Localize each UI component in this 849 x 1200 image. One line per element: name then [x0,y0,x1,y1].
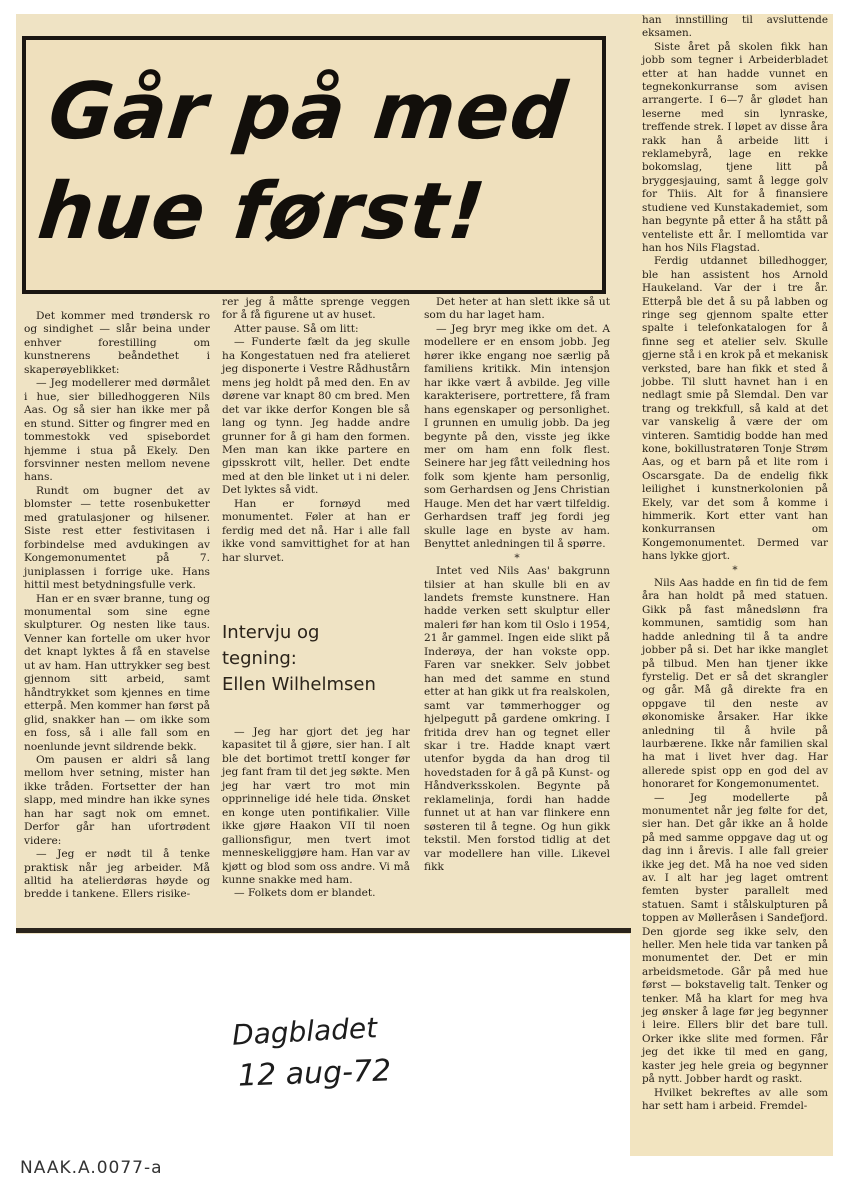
headline-box [22,36,606,294]
handwritten-source: Dagbladet [231,1011,378,1052]
section-star: * [514,551,520,564]
paragraph: Hvilket bekreftes av alle som har sett ham i arbeid. Fremdel- [642,1086,828,1112]
paragraph: Ferdig utdannet billedhogger, ble han assistent hos Arnold Haukeland. Var der i tre år. Etterpå ble det å su på labben og ringe seg gjennom spalte etter spalte i telefonkatalogen for å finne seg et atelier selv. Skulle gjerne stå i en krok på et mekanisk verksted, bare han fikk et sted å jobbe. Til slutt havnet han i en nedlagt smie på Slemdal. Den var trang og trekkfull, så kald at det var vanskelig å være der om vinteren. Samtidig bodde han med kone, bokillustratøren Tonje Strøm Aas, og et barn på et lite rom i Oscarsgate. Da de endelig fikk leilighet i kunstnerkolonien på Ekely, var det som å komme i himmerik. Kort etter vant han konkurransen om Kongemonumentet. Dermed var hans lykke gjort. [642,255,828,563]
article-column-3 [424,296,610,874]
paragraph: — Jeg bryr meg ikke om det. A modellere er en ensom jobb. Jeg hører ikke engang noe særlig på familiens kritikk. Min intensjon har ikke vært å avbilde. Jeg ville karakterisere, portrettere, få fram hans egenskaper og personlighet. I grunnen en umulig jobb. Da jeg begynte på den, visste jeg ikke mer om ham enn folk flest. Seinere har jeg fått veiledning hos folk som kjente ham personlig, som Gerhardsen og Jens Christian Hauge. Men det har vært tilfeldig. Gerhardsen traff jeg fordi jeg skulle lage en byste av ham. Benyttet anledningen til å spørre. [424,322,611,551]
handwritten-date: 12 aug-72 [237,1053,392,1094]
paragraph: Siste året på skolen fikk han jobb som tegner i Arbeiderbladet etter at han hadde vunnet en tegnekonkurranse som avisen arrangerte. I 6—7 år glødet han leserne med sin lynraske, treffende strek. I løpet av disse åra rakk han å arbeide litt i reklamebyrå, lage en rekke bokomslag, tjene litt på bryggesjauing, samt å legge golv for Thiis. Alt for å finansiere studiene ved Kunstakademiet, som han begynte på etter å ha stått på venteliste ett år. I mellomtida var han hos Nils Flagstad. [642,40,828,254]
paragraph: Det kommer med trøndersk ro og sindighet — slår beina under enhver forestilling om kunstnerens beåndethet i skaperøyeblikket: [24,310,210,376]
paragraph: — Jeg modellerte på monumentet når jeg følte for det, sier han. Det går ikke an å holde på med samme oppgave dag ut og dag inn i årevis. I alle fall greier ikke jeg det. Må ha noe ved siden av. I alt har jeg laget omtrent femten byster parallelt med statuen. Samt i stålskulpturen på toppen av Mølleråsen i Sandefjord. Den gjorde seg ikke selv, den heller. Men hele tida var tanken på monumentet der. Det er min arbeidsmetode. Går på med hue først — bokstavelig talt. Tenker og tenker. Må ha klart for meg hva jeg ønsker å lage før jeg begynner i leire. Ellers blir det bare tull. Orker ikke slite med formen. Får jeg det ikke til med en gang, kaster jeg hele greia og begynner på nytt. Jobber hardt og raskt. [642,791,828,1086]
article-column-2 [222,296,410,565]
bottom-rule [16,928,631,933]
paragraph: Han er en svær branne, tung og monumental som sine egne skulpturer. Og nesten like taus. Venner kan fortelle om uker hvor det knapt lyktes å få en stavelse ut av ham. Han uttrykker seg best gjennom sitt arbeid, samt håndtrykket som kjennes en time etterpå. Men kommer han først på glid, snakker han — om ikke som en foss, så i alle fall som en noenlunde jevnt sildrende bekk. [24,592,210,753]
byline-line-3: Ellen Wilhelmsen [222,674,376,695]
article-column-2-lower [222,726,410,901]
paragraph: Intet ved Nils Aas' bakgrunn tilsier at han skulle bli en av landets fremste kunstnere. Han hadde verken sett skulptur eller maleri før han kom til Oslo i 1954, 21 år gammel. Ingen eide slikt på Inderøya, der han vokste opp. Faren var snekker. Selv jobbet han med det samme en stund etter at han gikk ut fra realskolen, samt var tømmerhogger og hjelpegutt på gardene omkring. I fritida drev han og tegnet eller skar i tre. Hadde knapt vært utenfor bygda da han drog til hovedstaden for å gå på Kunst- og Håndverksskolen. Begynte på reklamelinja, fordi han hadde funnet ut at han var flinkere enn søsteren til å tegne. Og hun gikk tekstil. Men forstod tidlig at det var modellere han ville. Likevel fikk [424,565,610,874]
paragraph: Det heter at han slett ikke så ut som du har laget ham. [424,296,610,322]
headline-line-2: hue først! [34,167,490,257]
paragraph: Nils Aas hadde en fin tid de fem åra han holdt på med statuen. Gikk på fast månedslønn fra kommunen, samtidig som han hadde anledning til å ta andre jobber på si. Det har ikke manglet på tilbud. Men han tjener ikke fyrstelig. Det er så det skrangler og går. Må gå direkte fra en oppgave til den neste av økonomiske årsaker. Har ikke anledning til å hvile på laurbærene. Ikke når familien skal ha mat i livet hver dag. Har allerede spist opp en god del av honoraret for Kongemonumentet. [642,577,828,791]
paragraph: — Folkets dom er blandet. [234,887,376,900]
byline-line-2: tegning: [222,648,297,669]
paragraph: rer jeg å måtte sprenge veggen for å få figurene ut av huset. [222,296,410,322]
headline-line-1: Går på med [44,67,572,157]
paragraph: — Jeg har gjort det jeg har kapasitet til å gjøre, sier han. I alt ble det bortimot trettI konger før jeg fant fram til det jeg søkte. Men jeg har vært tro mot min opprinnelige idé hele tida. Ønsket en konge uten pontifikalier. Ville ikke gjøre Haakon VII til noen gallionsfigur, men tvert imot menneskeliggjøre ham. Han var av kjøtt og blod som oss andre. Vi må kunne snakke med ham. [222,726,410,886]
article-column-1 [24,310,210,902]
paragraph: — Jeg modellerer med dørmålet i hue, sier billedhoggeren Nils Aas. Og så sier han ikke mer på en stund. Sitter og fingrer med en tommestokk ved spisebordet hjemme i stua på Ekely. Den forsvinner nesten mellom nevene hans. [24,377,210,484]
headline [33,62,572,262]
paragraph: Atter pause. Så om litt: [234,322,359,335]
paragraph: — Funderte fælt da jeg skulle ha Kongestatuen ned fra atelieret jeg disponerte i Vestre Rådhustårn mens jeg holdt på med den. En av dørene var knapt 80 cm bred. Men det var ikke derfor Kongen ble så lang og tynn. Jeg hadde andre grunner for å gi ham den formen. Men man kan ikke partere en gipsskrott vilt, heller. Det endte med at den ble linket ut i ni deler. Det lyktes så vidt. [222,336,410,497]
paragraph: Om pausen er aldri så lang mellom hver setning, mister han ikke tråden. Fortsetter der han slapp, med mindre han ikke synes han har sagt nok om emnet. Derfor går han ufortrødent videre: [24,753,210,847]
article-column-4 [642,14,828,1113]
byline-line-1: Intervju og [222,622,320,643]
archive-id: NAAK.A.0077-a [20,1158,163,1178]
paragraph: — Jeg er nødt til å tenke praktisk når jeg arbeider. Må alltid ha atelierdøras høyde og bredde i tankene. Ellers risike- [24,848,210,901]
paragraph: Han er fornøyd med monumentet. Føler at han er ferdig med det nå. Har i alle fall ikke vond samvittighet for at han har slurvet. [222,497,410,564]
paragraph: han innstilling til avsluttende eksamen. [642,14,828,40]
byline [222,620,410,698]
section-star: * [732,563,738,576]
paragraph: Rundt om bugner det av blomster — tette rosenbuketter med gratulasjoner og hilsener. Siste rest etter festivitasen i forbindelse med avdukingen av Kongemonumentet på 7. juniplassen i forrige uke. Hans hittil mest betydningsfulle verk. [24,484,210,592]
